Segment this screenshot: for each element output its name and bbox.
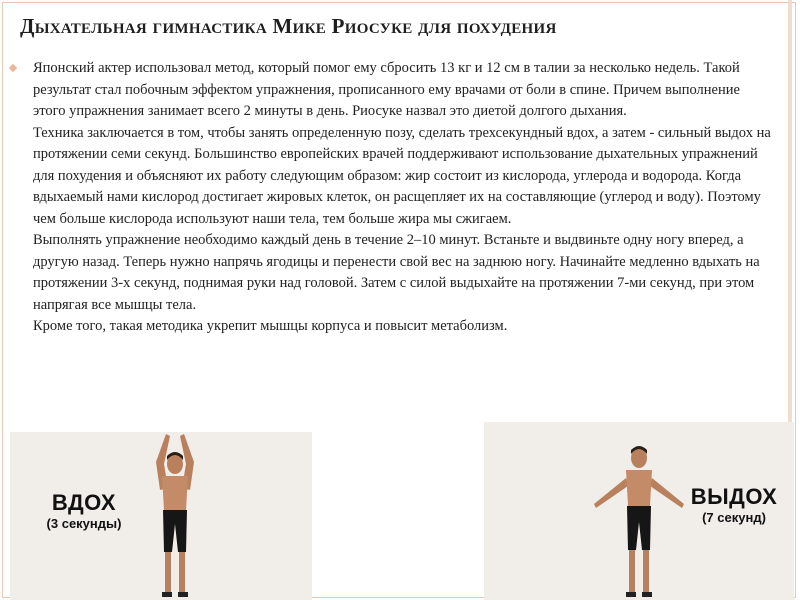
paragraph-conclusion: Кроме того, такая методика укрепит мышцы корпуса и повысит метаболизм. [33,318,508,334]
inhale-label-title: ВДОХ [51,490,117,515]
inhale-label [34,490,134,531]
inhale-photo [10,432,312,600]
bullet-icon [9,64,17,72]
exhale-label [684,484,784,525]
body-text [33,58,773,338]
paragraph-instructions: Выполнять упражнение необходимо каждый день в течение 2–10 минут. Встаньте и выдвиньте одну ногу вперед, а другую назад. Теперь нужно напрячь ягодицы и перенести свой вес на заднюю ногу. Начинайте медленно вдыхать на протяжении 3-х секунд, поднимая руки над головой. Затем с силой выдыхайте на протяжении 7-ми секунд, при этом напрягая все мышцы тела. [33,232,760,313]
paragraph-intro: Японский актер использовал метод, который помог ему сбросить 13 кг и 12 см в талии за несколько недель. Такой результат стал побочным эффектом упражнения, прописанного ему врачами от боли в спине. Причем выполнение этого упражнения занимает всего 2 минуты в день. Риосуке назвал это диетой долгого дыхания. [33,60,740,119]
inhale-label-duration: (3 секунды) [46,516,122,531]
exhale-person-figure [584,434,694,600]
exhale-photo [484,422,794,600]
paragraph-technique: Техника заключается в том, чтобы занять определенную позу, сделать трехсекундный вдох, а затем - сильный выдох на протяжении семи секунд. Большинство европейских врачей поддерживают использование дыхательных упражнений для похудения и объясняют их работу следующим образом: жир состоит из кислорода, углерода и водорода. Когда вдыхаемый нами кислород достигает жировых клеток, он расщепляет их на составляющие (углерод и воду). Поэтому чем больше кислорода используют наши тела, тем больше жира мы сжигаем. [33,124,771,227]
exhale-label-title: ВЫДОХ [690,484,778,509]
exhale-label-duration: (7 секунд) [702,510,766,525]
slide-title: Дыхательная гимнастика Мике Риосуке для похудения [20,14,557,38]
inhale-person-figure [130,432,220,600]
